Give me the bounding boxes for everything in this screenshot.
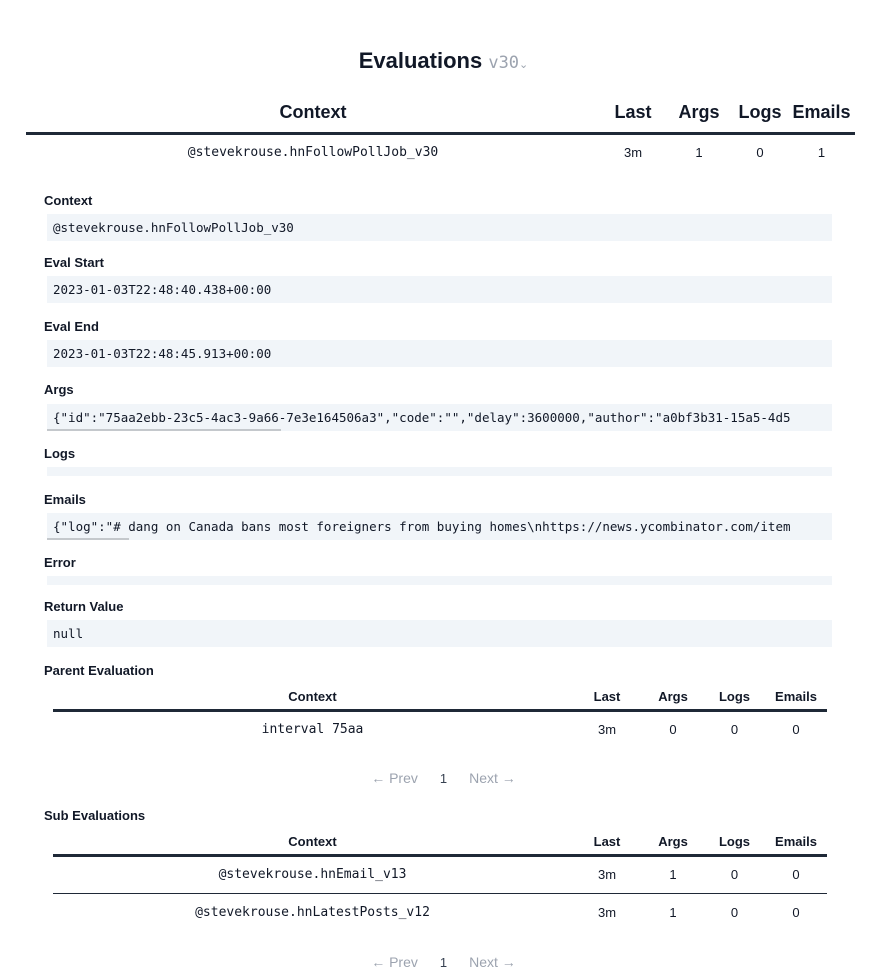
cell-context: @stevekrouse.hnLatestPosts_v12	[195, 904, 430, 920]
column-header-context: Context	[53, 834, 572, 855]
column-header-last: Last	[600, 98, 666, 133]
column-header-emails: Emails	[788, 98, 855, 133]
column-header-logs: Logs	[704, 689, 765, 710]
prev-button[interactable]: ← Prev	[371, 770, 418, 786]
next-button[interactable]: Next →	[469, 770, 516, 786]
column-header-context: Context	[53, 689, 572, 710]
column-header-emails: Emails	[765, 834, 827, 855]
cell-last: 3m	[597, 722, 617, 738]
page-number: 1	[439, 955, 448, 970]
prev-button[interactable]: ← Prev	[371, 954, 418, 970]
args-scrollbar[interactable]	[47, 429, 281, 431]
table-row[interactable]	[26, 133, 855, 171]
cell-args: 1	[695, 145, 703, 161]
column-header-args: Args	[642, 834, 704, 855]
sub-evaluations-label: Sub Evaluations	[44, 808, 146, 823]
next-button[interactable]: Next →	[469, 954, 516, 970]
cell-last: 3m	[623, 145, 643, 161]
args-label: Args	[44, 382, 74, 397]
parent-evaluation-table	[53, 689, 827, 748]
table-row[interactable]	[53, 855, 827, 893]
eval-end-value: 2023-01-03T22:48:45.913+00:00	[47, 340, 832, 367]
logs-label: Logs	[44, 446, 76, 461]
cell-last: 3m	[597, 904, 617, 920]
column-header-context: Context	[26, 98, 600, 133]
sub-pagination	[0, 954, 887, 970]
table-row[interactable]	[53, 893, 827, 931]
page-number: 1	[439, 771, 448, 786]
chevron-down-icon[interactable]: ⌄	[519, 59, 529, 71]
cell-logs: 0	[730, 722, 739, 738]
cell-logs: 0	[730, 904, 739, 920]
cell-context: @stevekrouse.hnEmail_v13	[53, 855, 572, 893]
emails-label: Emails	[44, 492, 86, 507]
sub-evaluations-table	[53, 834, 827, 931]
cell-context: interval 75aa	[261, 722, 364, 738]
column-header-logs: Logs	[732, 98, 788, 133]
cell-emails: 0	[792, 904, 800, 920]
cell-args: 1	[642, 855, 704, 893]
emails-value: {"log":"# dang on Canada bans most foreigners from buying homes\nhttps://news.ycombinator.com/item	[47, 513, 832, 540]
context-label: Context	[44, 193, 93, 208]
column-header-args: Args	[642, 689, 704, 710]
evaluations-table	[26, 98, 855, 171]
parent-pagination	[0, 770, 887, 786]
error-value	[47, 576, 832, 585]
eval-start-value: 2023-01-03T22:48:40.438+00:00	[47, 276, 832, 303]
eval-end-label: Eval End	[44, 319, 99, 334]
context-value: @stevekrouse.hnFollowPollJob_v30	[47, 214, 832, 241]
title-text: Evaluations	[358, 48, 483, 73]
column-header-emails: Emails	[765, 689, 827, 710]
cell-last: 3m	[572, 855, 642, 893]
column-header-last: Last	[572, 689, 642, 710]
cell-emails: 0	[792, 722, 800, 738]
cell-args: 0	[669, 722, 677, 738]
eval-start-label: Eval Start	[44, 255, 104, 270]
emails-scrollbar[interactable]	[47, 538, 129, 540]
column-header-logs: Logs	[704, 834, 765, 855]
column-header-last: Last	[572, 834, 642, 855]
args-value: {"id":"75aa2ebb-23c5-4ac3-9a66-7e3e164506a3","code":"","delay":3600000,"author":"a0bf3b31-15a5-4d5	[47, 404, 832, 431]
logs-value	[47, 467, 832, 476]
cell-logs: 0	[756, 145, 764, 161]
error-label: Error	[44, 555, 76, 570]
cell-emails: 0	[765, 855, 827, 893]
version-selector[interactable]: v30	[488, 53, 520, 73]
cell-logs: 0	[704, 855, 765, 893]
table-row[interactable]	[53, 710, 827, 748]
page-title	[0, 48, 887, 74]
cell-emails: 1	[817, 145, 826, 161]
parent-evaluation-label: Parent Evaluation	[44, 663, 154, 678]
cell-context: @stevekrouse.hnFollowPollJob_v30	[187, 145, 439, 161]
cell-args: 1	[669, 904, 677, 920]
return-value: null	[47, 620, 832, 647]
column-header-args: Args	[666, 98, 732, 133]
return-value-label: Return Value	[44, 599, 124, 614]
